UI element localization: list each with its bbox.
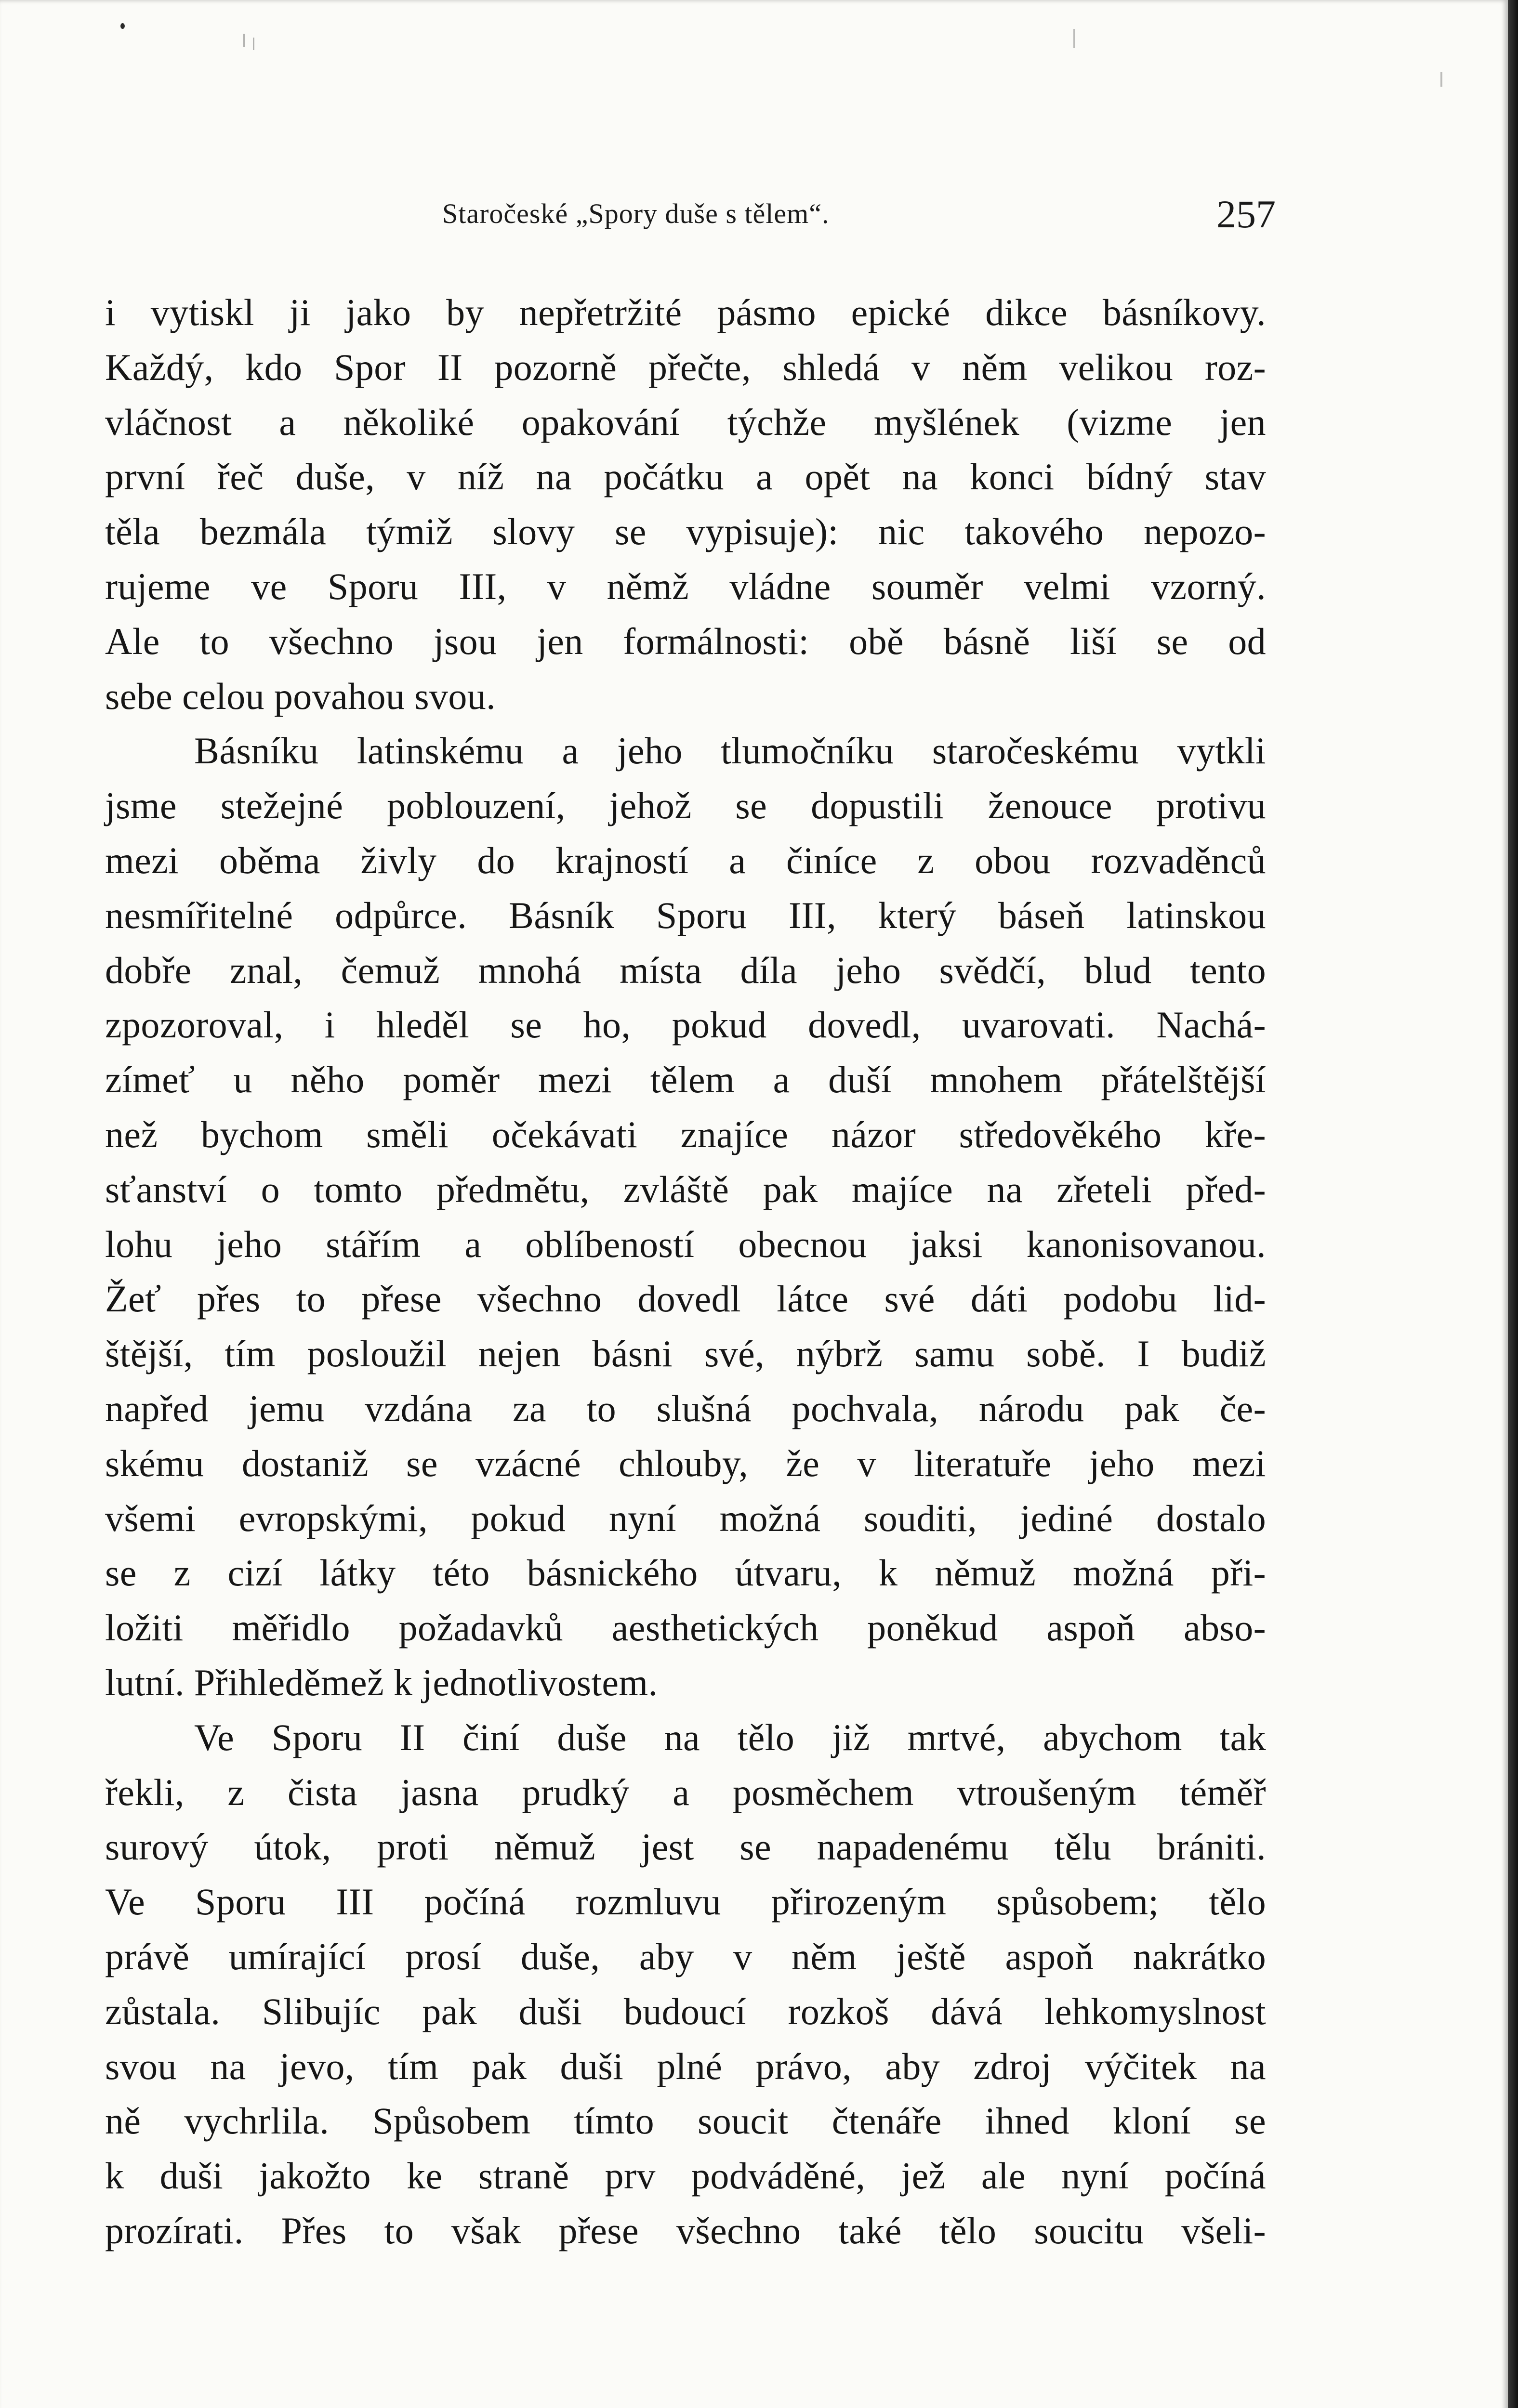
text-line: Ale to všechno jsou jen formálnosti: obě básně liší se od [105,620,1266,662]
text-line: ně vychrlila. Spůsobem tímto soucit čtenáře ihned kloní se [105,2100,1266,2142]
running-head: Staročeské „Spory duše s tělem“. [442,198,830,229]
scan-speck [120,23,125,29]
text-line: vláčnost a několiké opakování týchže myšlének (vizme jen [105,401,1266,443]
text-line: sťanství o tomto předmětu, zvláště pak majíce na zřeteli před- [105,1168,1266,1210]
text-line: těla bezmála týmiž slovy se vypisuje): nic takového nepozo- [105,510,1266,553]
text-line: řekli, z čista jasna prudký a posměchem vtroušeným téměř [105,1771,1266,1813]
text-line: napřed jemu vzdána za to slušná pochvala, národu pak če- [105,1387,1266,1429]
text-line: lohu jeho stářím a oblíbeností obecnou jaksi kanonisovanou. [105,1223,1266,1265]
text-line: surový útok, proti němuž jest se napadenému tělu brániti. [105,1826,1266,1868]
text-line: zpozoroval, i hleděl se ho, pokud dovedl, uvarovati. Nachá- [105,1004,1266,1046]
text-line: zímeť u něho poměr mezi tělem a duší mnohem přátelštější [105,1059,1266,1101]
text-line: prozírati. Přes to však přese všechno také tělo soucitu všeli- [105,2209,1266,2251]
text-line: rujeme ve Sporu III, v němž vládne souměr velmi vzorný. [105,565,1266,607]
page-number: 257 [1216,192,1276,236]
text-line: jsme stežejné poblouzení, jehož se dopustili ženouce protivu [105,785,1266,827]
text-line: Ve Sporu II činí duše na tělo již mrtvé, abychom tak [194,1716,1266,1758]
body-text [105,285,1266,2258]
text-line: se z cizí látky této básnického útvaru, k němuž možná při- [105,1552,1266,1594]
text-line: všemi evropskými, pokud nyní možná souditi, jediné dostalo [105,1497,1266,1539]
text-line: štější, tím posloužil nejen básni své, nýbrž samu sobě. I budiž [105,1333,1266,1375]
scan-speck [253,38,254,50]
text-line: ložiti měřidlo požadavků aesthetických poněkud aspoň abso- [105,1607,1266,1649]
text-line: než bychom směli očekávati znajíce názor středověkého kře- [105,1113,1266,1155]
text-line: dobře znal, čemuž mnohá místa díla jeho svědčí, blud tento [105,949,1266,991]
text-line: lutní. Přihleděmež k jednotlivostem. [105,1661,658,1703]
page-header [442,192,1276,240]
text-line: Žeť přes to přese všechno dovedl látce své dáti podobu lid- [105,1278,1266,1320]
text-line: první řeč duše, v níž na počátku a opět na konci bídný stav [105,456,1266,498]
text-line: skému dostaniž se vzácné chlouby, že v literatuře jeho mezi [105,1442,1266,1484]
text-line: i vytiskl ji jako by nepřetržité pásmo epické dikce básníkovy. [105,291,1266,333]
text-line: Ve Sporu III počíná rozmluvu přirozeným spůsobem; tělo [105,1881,1266,1923]
text-line: nesmířitelné odpůrce. Básník Sporu III, který báseň latinskou [105,894,1266,936]
scan-speck [1073,29,1075,48]
scan-page-edge [1508,0,1518,2408]
text-line: právě umírající prosí duše, aby v něm ještě aspoň nakrátko [105,1935,1266,1977]
text-line: Každý, kdo Spor II pozorně přečte, shledá v něm velikou roz- [105,346,1266,388]
text-line: zůstala. Slibujíc pak duši budoucí rozkoš dává lehkomyslnost [105,1990,1266,2032]
scan-speck [1440,72,1442,87]
text-line: Básníku latinskému a jeho tlumočníku staročeskému vytkli [194,730,1266,772]
text-line: mezi oběma živly do krajností a činíce z obou rozvaděnců [105,839,1266,881]
text-line: svou na jevo, tím pak duši plné právo, aby zdroj výčitek na [105,2045,1266,2087]
text-line: k duši jakožto ke straně prv podváděné, jež ale nyní počíná [105,2155,1266,2197]
scan-speck [243,34,245,47]
text-line: sebe celou povahou svou. [105,675,496,717]
